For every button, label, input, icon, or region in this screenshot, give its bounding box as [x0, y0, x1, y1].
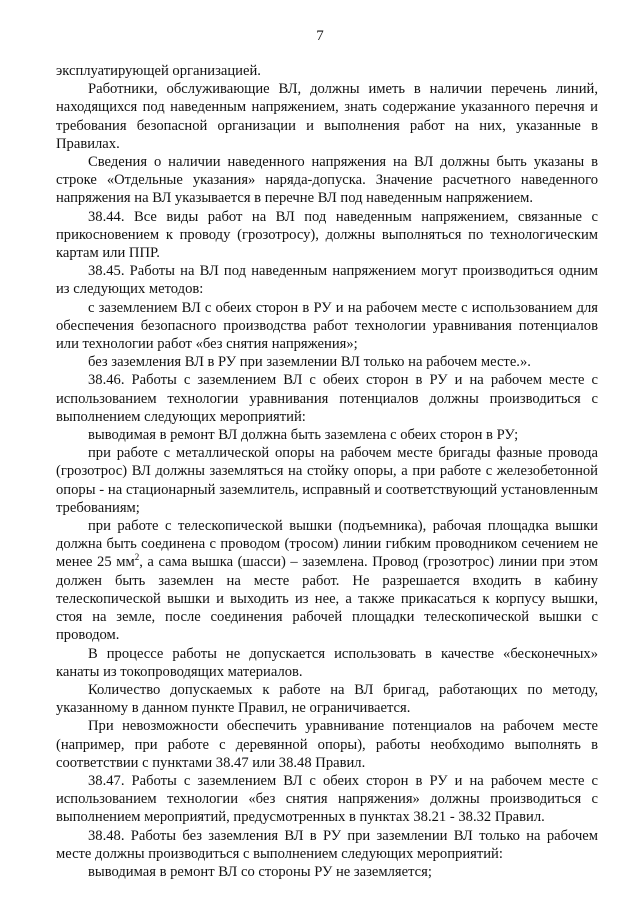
- text-run: , а сама вышка (шасси) – заземлена. Провод (грозотрос) линии при этом должен быть заземлен на месте работ. Не разрешается входить в кабину телескопической вышки и выходить из нее, а также прикасаться к корпусу вышки, стоя на земле, после соединения рабочей площадки телескопической вышки с проводом.: [56, 554, 598, 644]
- paragraph-38-44: 38.44. Все виды работ на ВЛ под наведенным напряжением, связанные с прикосновением к проводу (грозотросу), должны выполняться по технологическим картам или ППР.: [56, 208, 598, 262]
- paragraph-38-48: 38.48. Работы без заземления ВЛ в РУ при заземлении ВЛ только на рабочем месте должны производиться с выполнением следующих мероприятий:: [56, 827, 598, 862]
- page-number: 7: [316, 28, 324, 44]
- list-item: [56, 517, 598, 644]
- text-run: при работе с телескопической вышки (подъемника), рабочая площадка вышки должна быть соединена с проводом (тросом) линии гибким проводником сечением не менее 25 мм: [56, 518, 598, 571]
- list-item: выводимая в ремонт ВЛ со стороны РУ не заземляется;: [88, 863, 432, 880]
- paragraph: Сведения о наличии наведенного напряжения на ВЛ должны быть указаны в строке «Отдельные указания» наряда-допуска. Значение расчетного наведенного напряжения на ВЛ указывается в перечне ВЛ под наведенным напряжением.: [56, 154, 598, 207]
- document-body: [56, 62, 598, 881]
- list-item: при работе с металлической опоры на рабочем месте бригады фазные провода (грозотрос) ВЛ должны заземляться на стойку опоры, а при работе с железобетонной опоры - на стационарный заземлитель, исправный и соответствующий установленным требованиям;: [56, 445, 598, 516]
- list-item: выводимая в ремонт ВЛ должна быть заземлена с обеих сторон в РУ;: [88, 427, 519, 444]
- paragraph: эксплуатирующей организацией.: [56, 63, 261, 79]
- paragraph: Количество допускаемых к работе на ВЛ бригад, работающих по методу, указанному в данном пункте Правил, не ограничивается.: [56, 681, 598, 717]
- paragraph: В процессе работы не допускается использовать в качестве «бесконечных» канаты из токопроводящих материалов.: [56, 645, 598, 680]
- paragraph-38-47: 38.47. Работы с заземлением ВЛ с обеих сторон в РУ и на рабочем месте с использованием технологии «без снятия напряжения» должны производиться с выполнением мероприятий, предусмотренных в пунктах 38.21 - 38.32 Правил.: [56, 772, 598, 826]
- paragraph-38-46: 38.46. Работы с заземлением ВЛ с обеих сторон в РУ и на рабочем месте с использованием технологии уравнивания потенциалов должны производиться с выполнением следующих мероприятий:: [56, 372, 598, 425]
- superscript: 2: [134, 552, 140, 563]
- paragraph: При невозможности обеспечить уравнивание потенциалов на рабочем месте (например, при работе с деревянной опоры), работы необходимо выполнять в соответствии с пунктами 38.47 или 38.48 Правил.: [56, 718, 598, 771]
- paragraph: Работники, обслуживающие ВЛ, должны иметь в наличии перечень линий, находящихся под наведенным напряжением, знать содержание указанного перечня и требования безопасной организации и выполнения работ на них, указанные в Правилах.: [56, 81, 598, 152]
- list-item: с заземлением ВЛ с обеих сторон в РУ и на рабочем месте с использованием для обеспечения безопасного производства работ технологии уравнивания потенциалов или технологии работ «без снятия напряжения»;: [56, 299, 598, 353]
- paragraph-38-45: 38.45. Работы на ВЛ под наведенным напряжением могут производиться одним из следующих методов:: [56, 263, 598, 298]
- list-item: без заземления ВЛ в РУ при заземлении ВЛ только на рабочем месте.».: [88, 354, 531, 371]
